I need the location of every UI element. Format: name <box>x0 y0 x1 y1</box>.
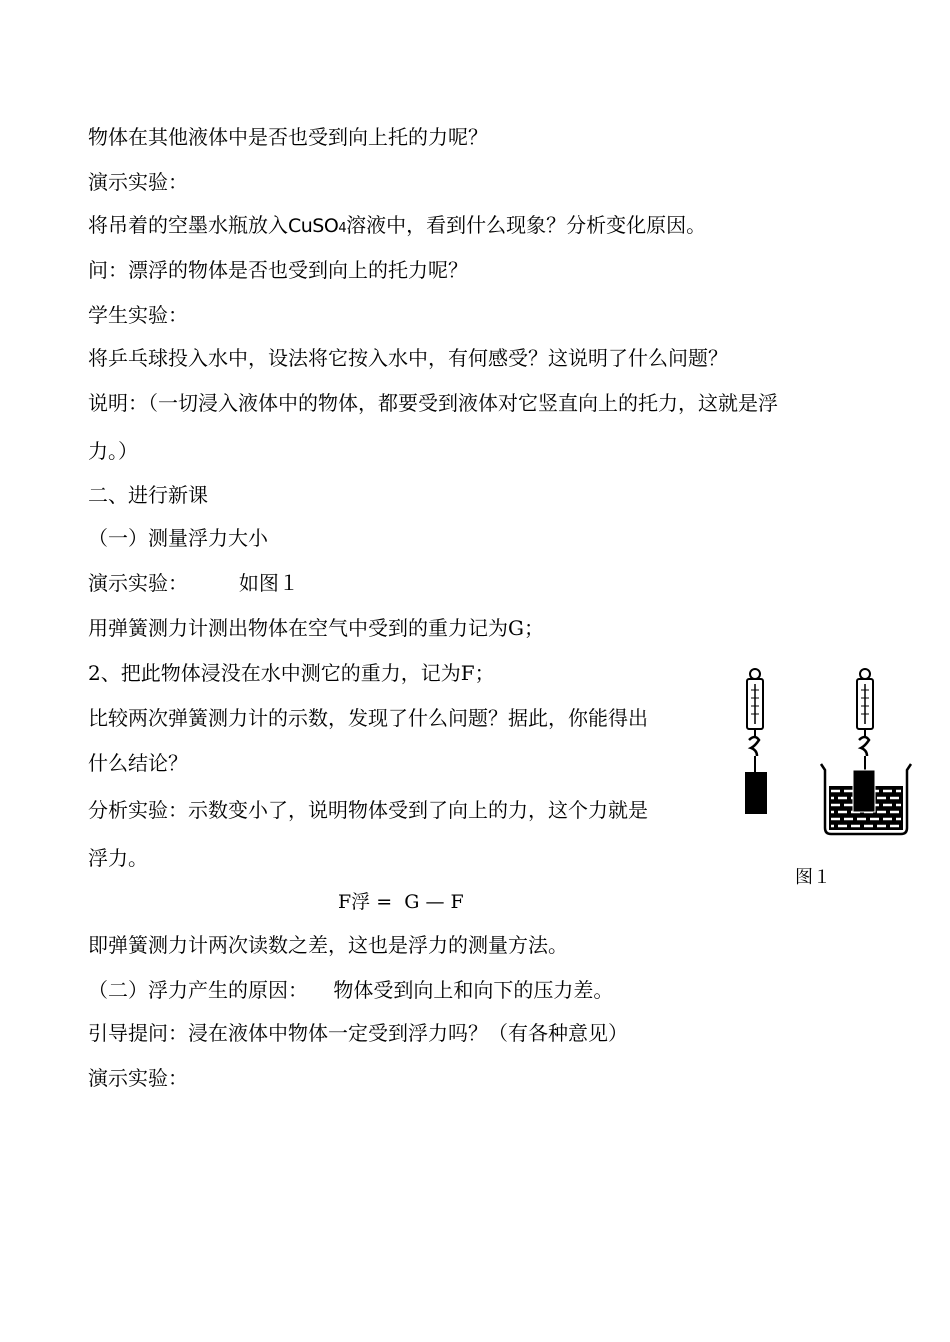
text-line: 问：漂浮的物体是否也受到向上的托力呢？ <box>88 258 468 282</box>
chemical-formula-main: CuSO <box>288 215 339 237</box>
text-line: 什么结论？ <box>88 751 188 775</box>
text-segment: 将吊着的空墨水瓶放入 <box>88 213 288 237</box>
beaker-icon <box>821 764 911 834</box>
text-segment: 溶液中，看到什么现象？分析变化原因。 <box>346 213 707 237</box>
text-line: 演示实验： <box>88 1066 188 1090</box>
chemical-formula <box>288 215 346 237</box>
text-line: 即弹簧测力计两次读数之差，这也是浮力的测量方法。 <box>88 933 568 957</box>
subsection-heading: （一）测量浮力大小 <box>88 526 268 550</box>
text-line: 说明：（一切浸入液体中的物体，都要受到液体对它竖直向上的托力，这就是浮 <box>88 391 778 415</box>
text-line: 分析实验：示数变小了，说明物体受到了向上的力，这个力就是 <box>88 798 648 822</box>
text-line: 引导提问：浸在液体中物体一定受到浮力吗？（有各种意见） <box>88 1021 628 1045</box>
text-line: 比较两次弹簧测力计的示数，发现了什么问题？据此，你能得出 <box>88 706 648 730</box>
buoyancy-formula: F浮 = G — F <box>338 891 464 913</box>
text-line: 用弹簧测力计测出物体在空气中受到的重力记为G； <box>88 616 544 640</box>
text-line: 演示实验： <box>88 170 188 194</box>
weight-block-icon <box>745 772 767 814</box>
spring-scale-icon <box>747 669 763 772</box>
text-line: 浮力。 <box>88 846 148 870</box>
figure-caption: 图１ <box>795 867 831 888</box>
text-line <box>88 212 706 242</box>
subsection-heading: （二）浮力产生的原因： 物体受到向上和向下的压力差。 <box>88 978 614 1002</box>
section-heading: 二、进行新课 <box>88 483 208 507</box>
chemical-formula-subscript: 4 <box>338 221 347 236</box>
text-line: 力。） <box>88 439 138 463</box>
text-line: 2、把此物体浸没在水中测它的重力，记为F； <box>88 661 495 685</box>
text-line: 演示实验： 如图１ <box>88 571 299 595</box>
text-line: 将乒乓球投入水中，设法将它按入水中，有何感受？这说明了什么问题？ <box>88 346 728 370</box>
figure-spring-scale-experiment <box>725 660 925 860</box>
text-line: 物体在其他液体中是否也受到向上托的力呢？ <box>88 125 488 149</box>
text-line: 学生实验： <box>88 303 188 327</box>
spring-scale-icon <box>857 669 873 770</box>
